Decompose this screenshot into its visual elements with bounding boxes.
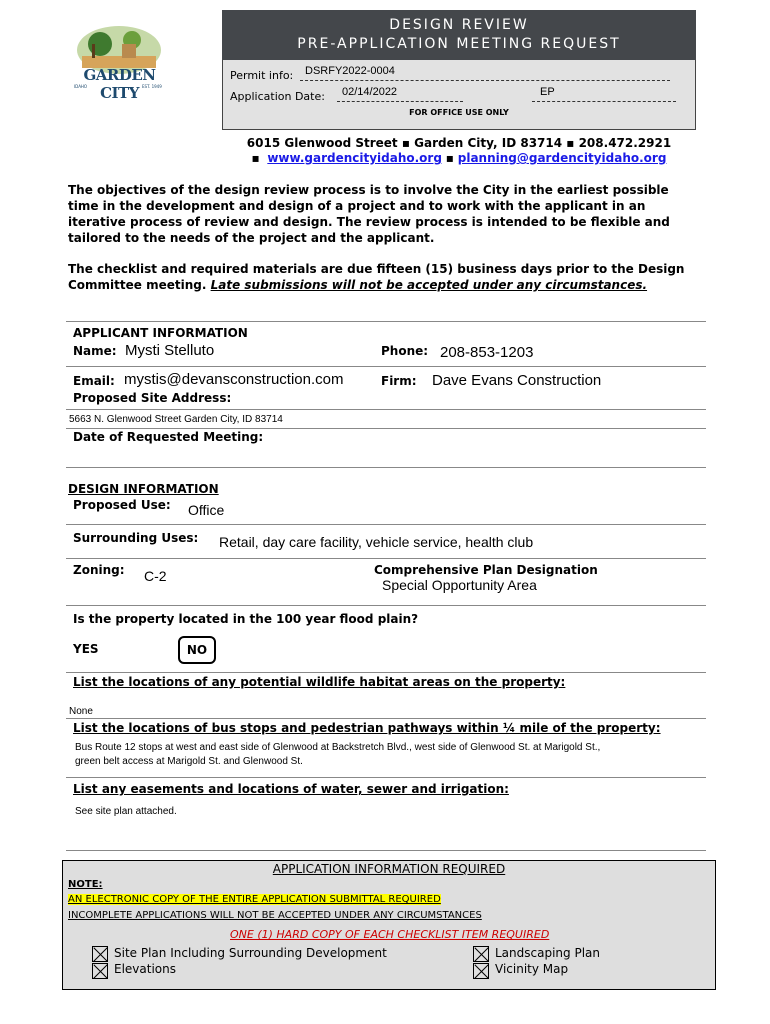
- wildlife-question: List the locations of any potential wildlife habitat areas on the property:: [73, 675, 566, 689]
- applicant-rule-mid: [66, 366, 706, 367]
- contact-links: [222, 151, 696, 165]
- application-date-field[interactable]: 02/14/2022: [342, 86, 398, 98]
- elevations-checkbox[interactable]: [92, 963, 108, 979]
- bus-stops-answer-1[interactable]: Bus Route 12 stops at west and east side of Glenwood at Backstretch Blvd., west side of Glenwood St. at Marigold St.,: [75, 742, 601, 753]
- flood-plain-question: Is the property located in the 100 year flood plain?: [73, 612, 419, 626]
- bus-stops-question: List the locations of bus stops and pedestrian pathways within ¼ mile of the property:: [73, 721, 661, 735]
- firm-label: Firm:: [381, 374, 417, 388]
- form-title: [222, 10, 696, 60]
- initials-field[interactable]: EP: [540, 86, 555, 98]
- site-address-field[interactable]: 5663 N. Glenwood Street Garden City, ID 83714: [69, 414, 283, 425]
- design-heading: DESIGN INFORMATION: [68, 482, 219, 496]
- required-heading: APPLICATION INFORMATION REQUIRED: [272, 862, 506, 876]
- note-label: NOTE:: [68, 879, 103, 890]
- meeting-date-label: Date of Requested Meeting:: [73, 430, 264, 444]
- elevations-label: Elevations: [114, 962, 176, 976]
- flood-no-option[interactable]: NO: [178, 636, 216, 664]
- title-line-2: PRE-APPLICATION MEETING REQUEST: [297, 36, 621, 52]
- permit-line: [300, 80, 670, 81]
- bus-rule: [66, 777, 706, 778]
- comprehensive-plan-label: Comprehensive Plan Designation: [374, 563, 598, 577]
- zoning-rule: [66, 605, 706, 606]
- city-address: 6015 Glenwood Street ▪ Garden City, ID 83714 ▪ 208.472.2921: [246, 136, 672, 150]
- application-date-label: Application Date:: [230, 90, 325, 103]
- logo-text: GARDEN CITY: [83, 66, 156, 102]
- easements-answer[interactable]: See site plan attached.: [75, 806, 177, 817]
- applicant-rule-top: [66, 321, 706, 322]
- email-field[interactable]: mystis@devansconstruction.com: [124, 371, 344, 388]
- name-field[interactable]: Mysti Stelluto: [125, 342, 215, 359]
- site-plan-checkbox[interactable]: [92, 946, 108, 962]
- incomplete-warning: INCOMPLETE APPLICATIONS WILL NOT BE ACCEPTED UNDER ANY CIRCUMSTANCES: [68, 910, 482, 921]
- zoning-label: Zoning:: [73, 563, 125, 577]
- firm-field[interactable]: Dave Evans Construction: [432, 372, 602, 389]
- applicant-heading: APPLICANT INFORMATION: [73, 326, 248, 340]
- electronic-copy-requirement: AN ELECTRONIC COPY OF THE ENTIRE APPLICATION SUBMITTAL REQUIRED: [68, 894, 441, 905]
- surrounding-uses-label: Surrounding Uses:: [73, 531, 199, 545]
- title-line-1: DESIGN REVIEW: [389, 17, 529, 33]
- email-link[interactable]: planning@gardencityidaho.org: [457, 151, 667, 165]
- initials-line: [532, 101, 676, 102]
- permit-label: Permit info:: [230, 69, 294, 82]
- proposed-use-label: Proposed Use:: [73, 498, 171, 512]
- objectives-paragraph: The objectives of the design review process is to involve the City in the earliest possible time in the development and design of a project and to work with the applicant in an iterative process of review and design. The review process is intended to be flexible and tailored to the needs of the project and the applicant.: [68, 183, 670, 245]
- garden-city-logo: [62, 22, 177, 102]
- site-address-label: Proposed Site Address:: [73, 391, 232, 405]
- name-label: Name:: [73, 344, 117, 358]
- bullet-1: ▪: [251, 151, 260, 165]
- email-label: Email:: [73, 374, 115, 388]
- meeting-rule: [66, 428, 706, 429]
- deadline-paragraph: [68, 261, 698, 293]
- logo-subtext-left: IDAHO: [74, 84, 88, 89]
- phone-field[interactable]: 208-853-1203: [440, 344, 534, 361]
- office-use-label: FOR OFFICE USE ONLY: [409, 108, 509, 117]
- wildlife-answer[interactable]: None: [69, 706, 93, 717]
- meeting-rule-bottom: [66, 467, 706, 468]
- easements-question: List any easements and locations of water, sewer and irrigation:: [73, 782, 509, 796]
- site-plan-label: Site Plan Including Surrounding Development: [114, 946, 387, 960]
- bullet-2: ▪: [445, 151, 454, 165]
- logo-subtext-right: EST. 1949: [142, 84, 162, 89]
- vicinity-map-checkbox[interactable]: [473, 963, 489, 979]
- landscaping-plan-checkbox[interactable]: [473, 946, 489, 962]
- permit-field[interactable]: DSRFY2022-0004: [305, 65, 395, 77]
- surrounding-uses-field[interactable]: Retail, day care facility, vehicle service, health club: [219, 534, 534, 550]
- proposed-use-field[interactable]: Office: [188, 502, 225, 518]
- vicinity-map-label: Vicinity Map: [495, 962, 569, 976]
- easements-rule: [66, 850, 706, 851]
- site-address-rule: [66, 409, 706, 410]
- hard-copy-requirement: ONE (1) HARD COPY OF EACH CHECKLIST ITEM REQUIRED: [230, 928, 550, 941]
- zoning-field[interactable]: C-2: [144, 568, 167, 584]
- flood-rule: [66, 672, 706, 673]
- use-rule: [66, 524, 706, 525]
- website-link[interactable]: www.gardencityidaho.org: [267, 151, 442, 165]
- application-date-line: [337, 101, 463, 102]
- flood-yes-option[interactable]: YES: [73, 642, 99, 656]
- landscaping-plan-label: Landscaping Plan: [495, 946, 600, 960]
- late-submission-warning: Late submissions will not be accepted under any circumstances.: [210, 278, 648, 292]
- wildlife-rule: [66, 718, 706, 719]
- bus-stops-answer-2[interactable]: green belt access at Marigold St. and Glenwood St.: [75, 756, 303, 767]
- comprehensive-plan-field[interactable]: Special Opportunity Area: [382, 577, 537, 593]
- deadline-text: The checklist and required materials are due fifteen (15) business days prior to the Design Committee meeting.: [68, 262, 685, 292]
- surrounding-rule: [66, 558, 706, 559]
- phone-label: Phone:: [381, 344, 429, 358]
